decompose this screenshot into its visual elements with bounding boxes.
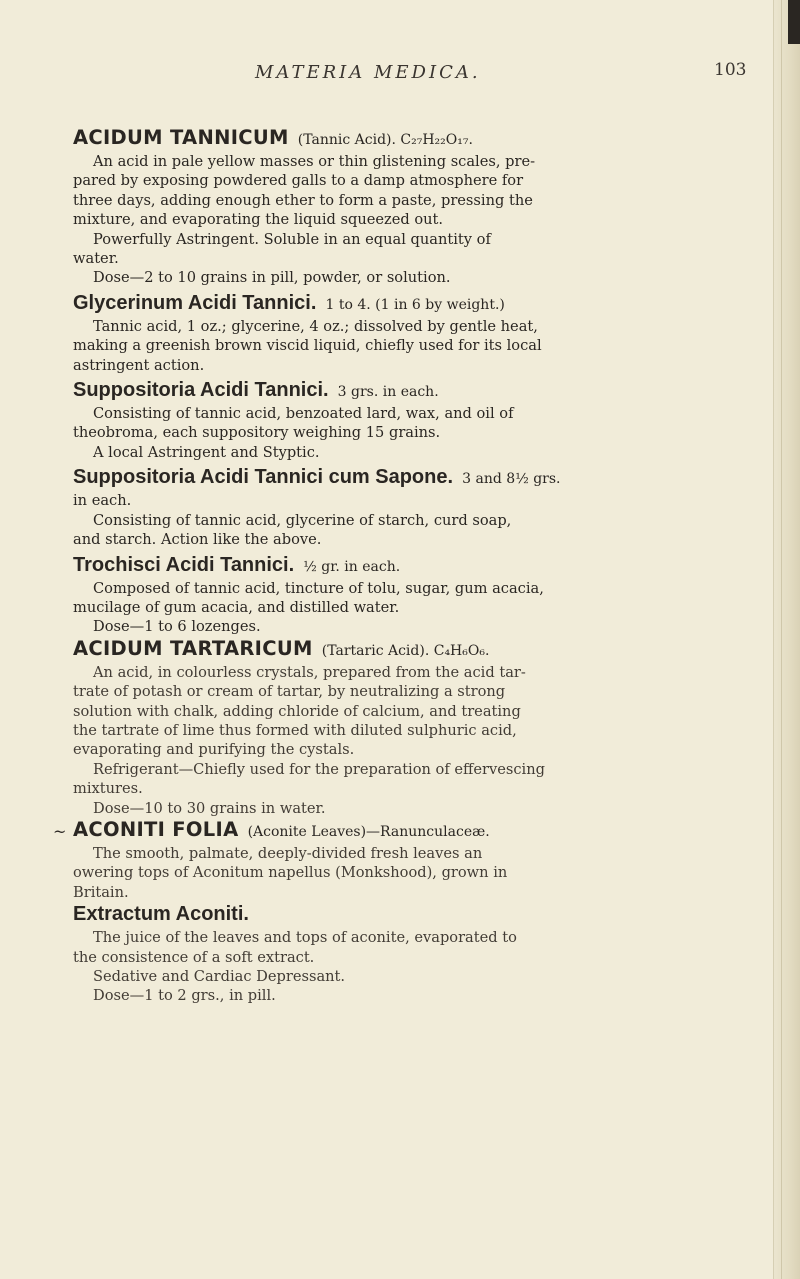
text-line: An acid, in colourless crystals, prepared from the acid tar- — [93, 663, 526, 681]
entry-subtitle: 3 grs. in each. — [337, 384, 439, 401]
text-line: Consisting of tannic acid, glycerine of starch, curd soap, — [93, 511, 512, 529]
dose-line: Dose—1 to 2 grs., in pill. — [93, 987, 276, 1005]
text-line: The smooth, palmate, deeply-divided fresh leaves an — [93, 844, 483, 862]
page-edge — [773, 0, 800, 1279]
entry-heading — [73, 553, 749, 579]
entry-suppositoria — [73, 378, 749, 462]
running-head: MATERIA MEDICA. — [255, 62, 481, 83]
dose-line: Dose—2 to 10 grains in pill, powder, or solution. — [93, 269, 451, 287]
page-fold-line — [781, 0, 782, 1279]
text-line: A local Astringent and Styptic. — [93, 443, 320, 461]
margin-mark: ~ — [53, 821, 67, 841]
entry-heading — [73, 818, 749, 844]
text-line: Refrigerant—Chiefly used for the preparation of effervescing — [93, 760, 545, 778]
text-line: The juice of the leaves and tops of aconite, evaporated to — [93, 929, 517, 947]
entry-acidum-tannicum — [73, 126, 749, 288]
entry-aconiti-folia — [53, 817, 749, 902]
entry-suppositoria-sapone — [73, 465, 749, 549]
entry-title: ACONITI FOLIA — [73, 817, 239, 841]
entry-subtitle: ½ gr. in each. — [303, 558, 401, 575]
entry-acidum-tartaricum — [73, 637, 749, 818]
entry-subtitle: (Tartaric Acid). C₄H₆O₆. — [321, 642, 490, 659]
entry-subtitle: (Tannic Acid). C₂₇H₂₂O₁₇. — [297, 132, 473, 148]
entry-heading — [73, 637, 749, 663]
corner-mark — [788, 0, 800, 44]
text-line: Sedative and Cardiac Depressant. — [93, 968, 346, 985]
page-number: 103 — [714, 60, 747, 80]
entry-subtitle: (Aconite Leaves)—Ranunculaceæ. — [247, 823, 490, 840]
entry-subtitle: 1 to 4. (1 in 6 by weight.) — [325, 296, 505, 313]
text-line: evaporating and purifying the cystals. — [73, 741, 355, 759]
text-line: the consistence of a soft extract. — [73, 948, 315, 966]
text-line: An acid in pale yellow masses or thin glistening scales, pre- — [93, 153, 536, 170]
text-line: water. — [73, 250, 119, 268]
text-line: mixtures. — [73, 780, 143, 798]
text-line: mucilage of gum acacia, and distilled water. — [73, 598, 400, 616]
entry-heading — [73, 126, 749, 152]
entry-title: ACIDUM TARTARICUM — [73, 636, 313, 660]
dose-line: Dose—10 to 30 grains in water. — [93, 799, 326, 817]
entry-heading — [73, 291, 749, 317]
text-line: astringent action. — [73, 356, 205, 374]
text-line: mixture, and evaporating the liquid squeezed out. — [73, 211, 444, 229]
entry-heading — [73, 465, 749, 491]
entry-heading — [73, 378, 749, 404]
text-line: in each. — [73, 492, 132, 510]
text-line: and starch. Action like the above. — [73, 531, 322, 549]
entry-title: Glycerinum Acidi Tannici. — [73, 291, 317, 314]
entry-trochisci — [73, 553, 749, 637]
text-line: Composed of tannic acid, tincture of tolu, sugar, gum acacia, — [93, 579, 544, 597]
page-body — [53, 126, 749, 1006]
entry-title: Extractum Aconiti. — [73, 903, 249, 926]
text-line: Britain. — [73, 883, 129, 901]
entry-title: Trochisci Acidi Tannici. — [73, 553, 295, 576]
text-line: making a greenish brown viscid liquid, chiefly used for its local — [73, 337, 542, 355]
dose-line: Dose—1 to 6 lozenges. — [93, 618, 261, 636]
text-line: owering tops of Aconitum napellus (Monkshood), grown in — [73, 864, 508, 882]
text-line: pared by exposing powdered galls to a damp atmosphere for — [73, 172, 524, 190]
text-line: theobroma, each suppository weighing 15 grains. — [73, 424, 441, 442]
text-line: trate of potash or cream of tartar, by neutralizing a strong — [73, 683, 506, 701]
text-line: Powerfully Astringent. Soluble in an equal quantity of — [93, 230, 491, 248]
entry-heading — [73, 902, 749, 928]
text-line: Consisting of tannic acid, benzoated lard, wax, and oil of — [93, 405, 514, 423]
text-line: solution with chalk, adding chloride of calcium, and treating — [73, 702, 521, 720]
entry-title: Suppositoria Acidi Tannici. — [73, 379, 329, 402]
text-line: three days, adding enough ether to form a paste, pressing the — [73, 191, 533, 209]
entry-glycerinum — [73, 291, 749, 375]
entry-subtitle: 3 and 8½ grs. — [462, 471, 561, 488]
text-line: Tannic acid, 1 oz.; glycerine, 4 oz.; dissolved by gentle heat, — [93, 317, 538, 335]
text-line: the tartrate of lime thus formed with diluted sulphuric acid, — [73, 721, 517, 739]
entry-extractum-aconiti — [73, 902, 749, 1006]
entry-title: Suppositoria Acidi Tannici cum Sapone. — [73, 466, 454, 489]
entry-title: ACIDUM TANNICUM — [73, 126, 289, 149]
